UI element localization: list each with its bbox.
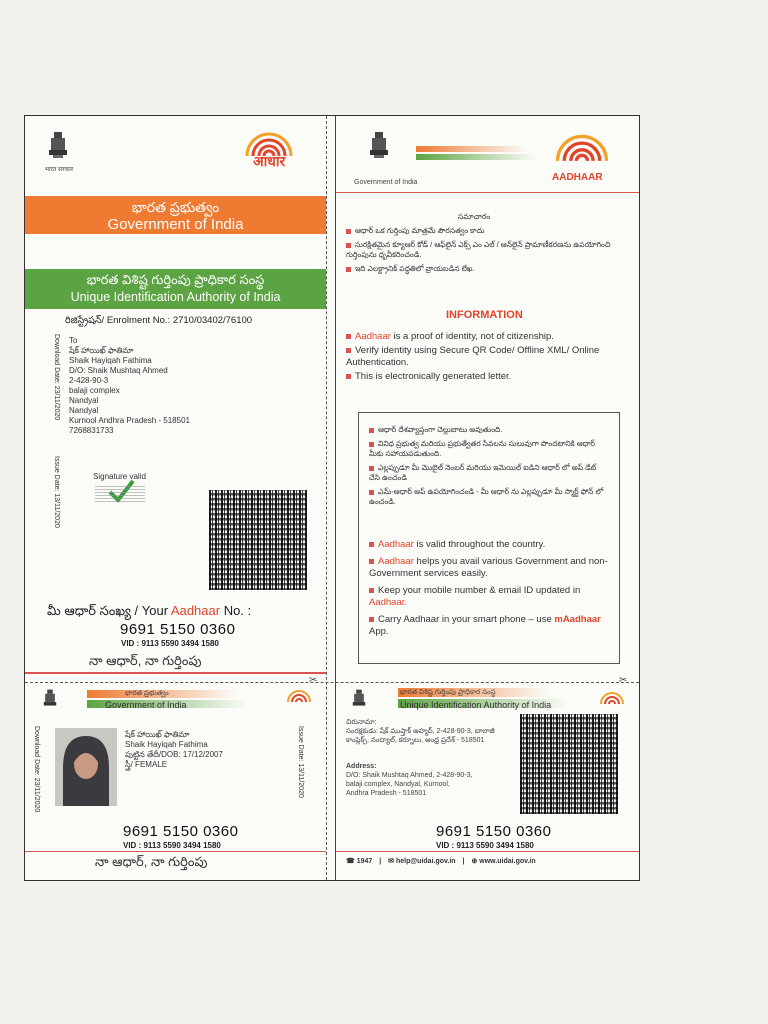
info-text: This is electronically generated letter. xyxy=(355,371,512,382)
phone-icon: ☎ xyxy=(346,858,355,865)
email-icon: ✉ xyxy=(388,858,395,865)
red-divider xyxy=(25,851,326,852)
card-vid: VID : 9113 5590 3494 1580 xyxy=(123,841,221,850)
box-telugu-item xyxy=(369,439,609,459)
signature-details xyxy=(95,484,145,502)
signature-valid: Signature valid xyxy=(93,472,146,481)
box-telugu-item xyxy=(369,463,609,483)
national-emblem-icon xyxy=(366,130,392,164)
box-red-word: Aadhaar xyxy=(378,539,414,550)
card-aadhaar-number: 9691 5150 0360 xyxy=(123,823,239,840)
info-text: Verify identity using Secure QR Code/ Offline XML/ Online Authentication. xyxy=(346,345,600,368)
address-line: D/O: Shaik Mushtaq Ahmed xyxy=(69,366,168,375)
box-red-word: Aadhaar xyxy=(378,556,414,567)
aadhaar-logo-icon xyxy=(281,686,317,710)
center-cut-line xyxy=(326,116,328,880)
address-line: 2-428-90-3 xyxy=(69,376,109,385)
box-telugu-text: ఎల్లప్పుడూ మీ మొబైల్ నెంబర్ మరియు ఇమెయిల్ ఐడిని ఆధార్ లో అప్ డేట్ చేసి ఉంచండి xyxy=(369,463,597,482)
holder-details xyxy=(125,730,295,770)
label-suffix: No. : xyxy=(220,603,252,618)
box-english-item xyxy=(369,539,613,551)
holder-photo xyxy=(55,728,117,806)
info-red-word: Aadhaar xyxy=(355,331,391,342)
telugu-info-text: ఆధార్ ఒక గుర్తింపు మాత్రమే పౌరసత్వం కాదు xyxy=(355,226,485,235)
address-line: Nandyal xyxy=(69,406,99,415)
box-telugu-item xyxy=(369,425,609,435)
contact-phone: 1947 xyxy=(356,858,373,865)
green-stripe xyxy=(416,154,536,160)
card-qr-code xyxy=(520,714,618,814)
telugu-info-heading: సమాచారం xyxy=(458,212,491,221)
address-line: To xyxy=(69,336,78,345)
box-english-item xyxy=(369,614,613,638)
issue-date: Issue Date: 13/11/2020 xyxy=(53,456,60,528)
info-text: is a proof of identity, not of citizenship. xyxy=(390,331,554,342)
telugu-info-item xyxy=(346,264,631,274)
box-telugu-text: వివిధ ప్రభుత్వ మరియు ప్రభుత్వేతర సేవలను సులువుగా పొందటానికి ఆధార్ మీకు సహాయపడుతుంది. xyxy=(369,439,595,458)
address-line: Shaik Hayiqah Fathima xyxy=(69,356,152,365)
address-telugu-block xyxy=(346,718,506,745)
scissor-icon: ✂ xyxy=(309,675,318,686)
national-emblem-icon xyxy=(350,688,368,712)
box-english-text: Carry Aadhaar in your smart phone – use xyxy=(378,614,555,625)
card-download-date: Download Date: 23/11/2020 xyxy=(33,726,40,813)
box-english-list xyxy=(369,539,613,638)
aadhaar-letter xyxy=(24,115,640,881)
govt-banner xyxy=(25,196,326,234)
box-english-item xyxy=(369,585,613,609)
recipient-address xyxy=(69,336,249,436)
holder-gender: స్త్రీ/ FEMALE xyxy=(125,760,168,769)
uidai-telugu: భారత విశిష్ట గుర్తింపు ప్రాధికార సంస్థ xyxy=(86,272,265,287)
holder-name-telugu: షేక్ హాయిఖ్ ఫాతిమా xyxy=(125,730,190,739)
telugu-info-list xyxy=(346,226,631,274)
red-divider xyxy=(25,672,326,674)
box-telugu-list xyxy=(369,425,609,507)
national-emblem-icon xyxy=(45,130,71,164)
information-heading: INFORMATION xyxy=(446,309,523,321)
info-item xyxy=(346,371,631,383)
scissor-icon: ✂ xyxy=(619,675,628,686)
address-label-telugu: చిరునామా: xyxy=(346,719,377,726)
right-front-panel xyxy=(336,116,639,676)
govt-caption: Government of India xyxy=(354,179,418,186)
left-front-panel xyxy=(25,116,326,676)
aadhaar-logo-text: AADHAAR xyxy=(552,172,603,183)
address-line: Andhra Pradesh - 518501 xyxy=(346,790,427,797)
address-line: balaji complex, Nandyal, Kurnool, xyxy=(346,781,450,788)
card-govt-english: Government of India xyxy=(105,700,187,710)
card-issue-date: Issue Date: 13/11/2020 xyxy=(297,726,304,798)
information-list xyxy=(346,331,631,383)
orange-stripe xyxy=(416,146,526,152)
qr-code xyxy=(209,490,307,590)
aadhaar-number: 9691 5150 0360 xyxy=(120,621,236,638)
address-line: షేక్ హాయిఖ్ ఫాతిమా xyxy=(69,346,134,355)
box-telugu-item xyxy=(369,487,609,507)
holder-dob: పుట్టిన తేదీ/DOB: 17/12/2007 xyxy=(125,750,223,759)
info-box xyxy=(358,412,620,664)
telugu-info-item xyxy=(346,226,631,236)
address-label: Address: xyxy=(346,763,377,770)
aadhaar-logo-text: आधार xyxy=(253,153,286,169)
uidai-english: Unique Identification Authority of India xyxy=(70,290,281,304)
globe-icon: ⊕ xyxy=(471,858,478,865)
card-uidai-english: Unique Identification Authority of India xyxy=(400,700,552,710)
uidai-banner xyxy=(25,269,326,309)
address-telugu: సంరక్షకుడు: షేక్ ముష్తాక్ అహ్మద్, 2-428-90-3, బాలాజీ కాంప్లెక్స్, నంద్యాల్, కర్నూలు, ఆంధ్ర ప్రదేశ్ - 518501 xyxy=(346,728,495,744)
banner-telugu: భారత ప్రభుత్వం xyxy=(131,199,220,215)
enrolment-number: రిజిస్ట్రేషన్/ Enrolment No.: 2710/03402/76100 xyxy=(65,315,253,326)
slogan: నా ఆధార్, నా గుర్తింపు xyxy=(89,653,202,668)
red-divider xyxy=(336,851,639,852)
telugu-info-item xyxy=(346,240,631,260)
info-item xyxy=(346,331,631,343)
telugu-info-text: సురక్షితమైన క్యూఆర్ కోడ్ / ఆఫ్‌లైన్ ఎక్స్ ఎం ఎల్ / ఆన్‌లైన్ ప్రామాణీకరణను ఉపయోగించి గుర్తింపును ధృవీకరించండి. xyxy=(346,240,611,259)
card-aadhaar-number: 9691 5150 0360 xyxy=(436,823,552,840)
address-line: Kurnool Andhra Pradesh - 518501 xyxy=(69,416,190,425)
card-govt-telugu: భారత ప్రభుత్వం xyxy=(125,690,169,697)
aadhaar-logo-icon xyxy=(542,132,622,172)
contact-email: help@uidai.gov.in xyxy=(395,858,456,865)
address-line: D/O: Shaik Mushtaq Ahmed, 2-428-90-3, xyxy=(346,772,473,779)
box-red-word: mAadhaar xyxy=(554,614,601,625)
box-english-text: is valid throughout the country. xyxy=(413,539,546,550)
banner-english: Government of India xyxy=(107,216,244,233)
box-english-text: App. xyxy=(369,626,389,637)
red-divider xyxy=(336,192,639,193)
address-english-block xyxy=(346,762,506,798)
emblem-caption: भारत सरकार xyxy=(44,167,74,173)
box-telugu-text: ఆధార్ దేశవ్యాప్తంగా చెల్లుబాటు అవుతుంది. xyxy=(378,425,503,434)
right-card-panel xyxy=(336,686,639,880)
address-line: balaji complex xyxy=(69,386,120,395)
card-slogan: నా ఆధార్, నా గుర్తింపు xyxy=(95,854,208,869)
box-red-word: Aadhaar. xyxy=(369,597,408,608)
box-english-item xyxy=(369,556,613,580)
aadhaar-logo-icon xyxy=(594,688,630,712)
telugu-info-text: ఇది ఎలక్ట్రానిక్ పద్ధతిలో వ్రాయబడిన లేఖ. xyxy=(355,264,475,273)
card-vid: VID : 9113 5590 3494 1580 xyxy=(436,841,534,850)
box-english-text: Keep your mobile number & email ID updated in xyxy=(378,585,581,596)
label-prefix: మీ ఆధార్ సంఖ్య / Your xyxy=(47,603,171,618)
holder-name: Shaik Hayiqah Fathima xyxy=(125,740,208,749)
national-emblem-icon xyxy=(41,688,59,712)
address-line: 7268831733 xyxy=(69,426,114,435)
card-uidai-telugu: భారత విశిష్ట గుర్తింపు ప్రాధికార సంస్థ xyxy=(400,689,496,696)
box-telugu-text: ఎమ్-ఆధార్ అప్ ఉపయోగించండి - మీ ఆధార్ ను ఎల్లప్పుడూ మీ స్మార్ట్ ఫోన్ లో ఉంచండి. xyxy=(369,487,604,506)
label-aadhaar: Aadhaar xyxy=(170,603,221,618)
left-card-panel xyxy=(25,686,326,880)
vid-number: VID : 9113 5590 3494 1580 xyxy=(121,639,219,648)
info-item xyxy=(346,345,631,369)
horizontal-cut-line xyxy=(25,682,639,683)
contact-footer: ☎ 1947 | ✉ help@uidai.gov.in | ⊕ www.uidai.gov.in xyxy=(346,858,536,865)
contact-website: www.uidai.gov.in xyxy=(479,858,536,865)
box-english-text: helps you avail various Government and non-Government services easily. xyxy=(369,556,608,579)
address-line: Nandyal xyxy=(69,396,99,405)
your-aadhaar-label xyxy=(47,603,251,622)
download-date: Download Date: 23/11/2020 xyxy=(53,334,60,421)
